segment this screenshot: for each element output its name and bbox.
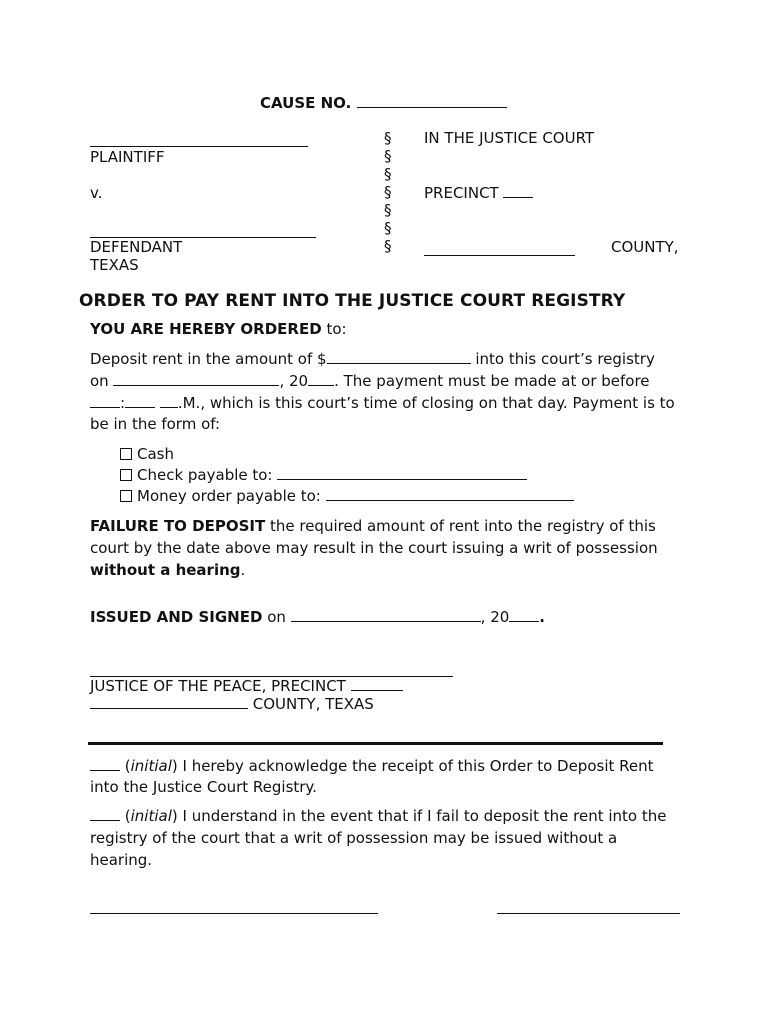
section-symbol: § bbox=[384, 183, 392, 201]
section-symbol: § bbox=[384, 165, 392, 183]
cause-number bbox=[260, 92, 507, 114]
plaintiff-name-field[interactable] bbox=[90, 131, 308, 147]
deposit-text: , 20 bbox=[279, 372, 309, 390]
plaintiff-label: PLAINTIFF bbox=[90, 148, 165, 166]
issued-text: , 20 bbox=[480, 608, 510, 626]
justice-label: JUSTICE OF THE PEACE, PRECINCT bbox=[90, 677, 346, 695]
failure-bold: without a hearing bbox=[90, 561, 241, 579]
amount-field[interactable] bbox=[327, 348, 471, 364]
texas-label: TEXAS bbox=[90, 256, 139, 274]
issued-text: on bbox=[267, 608, 286, 626]
hour-field[interactable] bbox=[90, 392, 120, 408]
ordered-bold: YOU ARE HEREBY ORDERED bbox=[90, 320, 322, 338]
ordered-rest: to: bbox=[326, 320, 347, 338]
section-divider bbox=[88, 742, 663, 745]
option-check bbox=[120, 464, 527, 486]
initial-field[interactable] bbox=[90, 805, 120, 821]
deposit-text: . The payment must be made at or before bbox=[334, 372, 650, 390]
ack-text: I hereby acknowledge the receipt of this Order to Deposit Rent bbox=[182, 757, 654, 775]
section-symbol: § bbox=[384, 219, 392, 237]
option-money-order bbox=[120, 485, 574, 507]
issued-text: . bbox=[539, 608, 545, 626]
ack-line-3: (initial) I understand in the event that if I fail to deposit the rent into the bbox=[90, 805, 666, 827]
ack-line-1: (initial) I hereby acknowledge the receipt of this Order to Deposit Rent bbox=[90, 755, 654, 777]
check-checkbox[interactable] bbox=[120, 469, 132, 481]
failure-text: the required amount of rent into the registry of this bbox=[269, 517, 656, 535]
deposit-text: Deposit rent in the amount of $ bbox=[90, 350, 327, 368]
failure-line-3 bbox=[90, 559, 245, 581]
ampm-field[interactable] bbox=[160, 392, 178, 408]
cause-label: CAUSE NO. bbox=[260, 94, 352, 112]
failure-line-1 bbox=[90, 515, 656, 537]
county-name-field[interactable] bbox=[424, 240, 575, 256]
court-label: IN THE JUSTICE COURT bbox=[424, 129, 595, 147]
cause-number-field[interactable] bbox=[357, 92, 507, 108]
option-cash bbox=[120, 443, 174, 465]
deposit-line-1 bbox=[90, 348, 655, 370]
deposit-text: into this court’s registry bbox=[475, 350, 655, 368]
deposit-text: : bbox=[120, 394, 126, 412]
justice-precinct-field[interactable] bbox=[351, 675, 403, 691]
signature-county-field[interactable] bbox=[90, 693, 248, 709]
deposit-text: on bbox=[90, 372, 109, 390]
ack-line-5: hearing. bbox=[90, 851, 153, 869]
deposit-year-field[interactable] bbox=[308, 370, 334, 386]
county-label: COUNTY, bbox=[611, 238, 679, 256]
initial-label: initial bbox=[130, 807, 172, 825]
issued-date-field[interactable] bbox=[291, 606, 481, 622]
document-title: ORDER TO PAY RENT INTO THE JUSTICE COURT REGISTRY bbox=[79, 291, 626, 311]
money-order-checkbox[interactable] bbox=[120, 490, 132, 502]
failure-line-2: court by the date above may result in the court issuing a writ of possession bbox=[90, 539, 658, 557]
cash-checkbox[interactable] bbox=[120, 448, 132, 460]
section-symbol: § bbox=[384, 147, 392, 165]
precinct-label: PRECINCT bbox=[424, 184, 499, 202]
ack-line-2: into the Justice Court Registry. bbox=[90, 778, 317, 796]
tenant-date-line[interactable] bbox=[497, 898, 680, 914]
ack-text: I understand in the event that if I fail to deposit the rent into the bbox=[182, 807, 667, 825]
ordered-line bbox=[90, 318, 347, 340]
initial-field[interactable] bbox=[90, 755, 120, 771]
option-label: Cash bbox=[137, 445, 174, 463]
section-symbol: § bbox=[384, 237, 392, 255]
minute-field[interactable] bbox=[125, 392, 155, 408]
deposit-line-3 bbox=[90, 392, 675, 414]
ack-line-4: registry of the court that a writ of possession may be issued without a bbox=[90, 829, 618, 847]
defendant-label: DEFENDANT bbox=[90, 238, 183, 256]
issued-bold: ISSUED AND SIGNED bbox=[90, 608, 263, 626]
money-order-payee-field[interactable] bbox=[326, 485, 574, 501]
versus-label: v. bbox=[90, 184, 103, 202]
failure-bold: FAILURE TO DEPOSIT bbox=[90, 517, 266, 535]
deposit-date-field[interactable] bbox=[113, 370, 279, 386]
deposit-line-4: be in the form of: bbox=[90, 415, 221, 433]
county-texas-line bbox=[90, 693, 374, 715]
deposit-text: .M., which is this court’s time of closing on that day. Payment is to bbox=[177, 394, 675, 412]
issued-line bbox=[90, 606, 545, 628]
section-symbol: § bbox=[384, 201, 392, 219]
failure-text: . bbox=[240, 561, 246, 579]
county-texas-label: COUNTY, TEXAS bbox=[252, 695, 374, 713]
initial-label: initial bbox=[130, 757, 172, 775]
tenant-signature-line[interactable] bbox=[90, 898, 378, 914]
issued-year-field[interactable] bbox=[509, 606, 539, 622]
precinct-field[interactable] bbox=[503, 182, 533, 198]
option-label: Money order payable to: bbox=[137, 487, 321, 505]
precinct-row bbox=[424, 182, 533, 204]
option-label: Check payable to: bbox=[137, 466, 273, 484]
check-payee-field[interactable] bbox=[277, 464, 527, 480]
deposit-line-2 bbox=[90, 370, 650, 392]
section-symbol: § bbox=[384, 129, 392, 147]
